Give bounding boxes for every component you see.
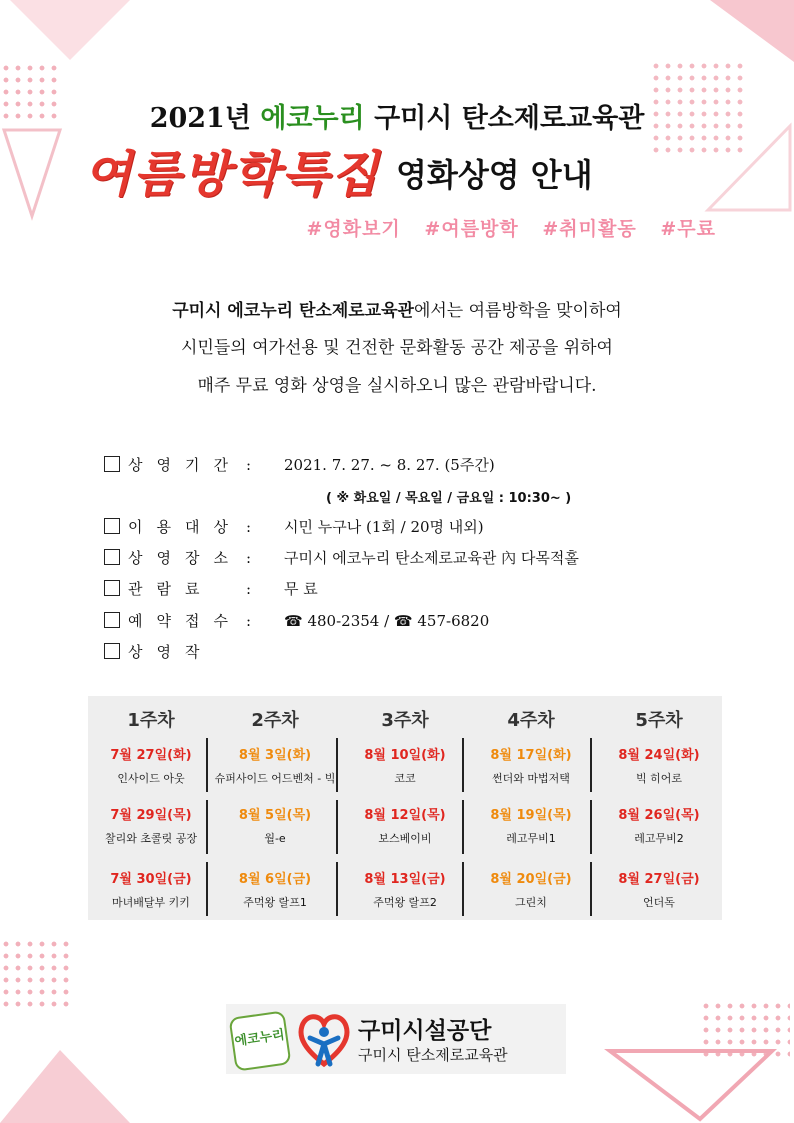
column-divider <box>206 738 208 792</box>
column-divider <box>462 862 464 916</box>
brand-text: 에코누리 <box>260 103 365 134</box>
column-divider <box>462 738 464 792</box>
screening-date: 8월 12일(목) <box>364 808 446 823</box>
week-header: 2주차 <box>251 710 299 731</box>
info-value: 2021. 7. 27. ~ 8. 27. (5주간) <box>284 456 495 474</box>
movie-title: 슈퍼사이드 어드벤처 - 빅 <box>214 772 336 785</box>
info-label: 상영장소 <box>128 549 242 567</box>
main-title-red: 여름방학특집 <box>84 146 381 203</box>
schedule-cell <box>596 736 722 798</box>
hashtags <box>290 214 716 241</box>
screening-date: 8월 24일(화) <box>618 748 700 763</box>
movie-title: 썬더와 마법저택 <box>492 772 570 785</box>
checkbox-icon <box>104 518 120 534</box>
screening-date: 8월 26일(목) <box>618 808 700 823</box>
screening-date: 8월 19일(목) <box>490 808 572 823</box>
movie-title: 주먹왕 랄프2 <box>373 896 437 909</box>
schedule-cell <box>88 736 214 798</box>
schedule-cell <box>212 736 338 798</box>
intro-line-3: 매주 무료 영화 상영을 실시하오니 많은 관람바랍니다. <box>197 376 597 396</box>
screening-days-note: ( ※ 화요일 / 목요일 / 금요일 : 10:30~ ) <box>326 491 572 506</box>
info-row-location <box>104 547 579 571</box>
center-name: 구미시 탄소제로교육관 <box>374 103 645 134</box>
triangle-decoration-top-right <box>690 0 794 70</box>
screening-date: 8월 13일(금) <box>364 872 446 887</box>
schedule-cell <box>468 736 594 798</box>
column-divider <box>336 862 338 916</box>
schedule-cell <box>468 860 594 922</box>
header-title <box>0 96 794 135</box>
movie-title: 레고무비1 <box>506 832 556 845</box>
schedule-cell <box>212 796 338 858</box>
info-label: 상영기간 <box>128 456 242 474</box>
info-label: 관람료 <box>128 580 214 598</box>
week-header: 1주차 <box>127 710 175 731</box>
week-header: 5주차 <box>635 710 683 731</box>
schedule-cell <box>88 860 214 922</box>
hashtag: #여름방학 <box>424 218 519 240</box>
info-value: 구미시 에코누리 탄소제로교육관 內 다목적홀 <box>284 549 579 567</box>
screening-date: 8월 17일(화) <box>490 748 572 763</box>
info-value: 무 료 <box>284 580 318 598</box>
schedule-cell <box>88 796 214 858</box>
footer-logos <box>226 1004 566 1074</box>
column-divider <box>336 738 338 792</box>
movie-title: 언더독 <box>643 896 675 909</box>
screening-date: 7월 30일(금) <box>110 872 192 887</box>
info-row-movies <box>104 641 246 665</box>
screening-date: 8월 20일(금) <box>490 872 572 887</box>
movie-title: 그린치 <box>515 896 547 909</box>
info-row-fee <box>104 578 318 602</box>
info-row-period <box>104 454 495 478</box>
info-label: 이용대상 <box>128 518 242 536</box>
column-divider <box>336 800 338 854</box>
movie-title: 월-e <box>264 832 286 845</box>
intro-bold: 구미시 에코누리 탄소제로교육관 <box>172 301 414 321</box>
hashtag: #무료 <box>660 218 716 240</box>
info-row-reservation <box>104 610 489 634</box>
column-divider <box>590 862 592 916</box>
checkbox-icon <box>104 612 120 628</box>
triangle-outline-right <box>700 120 794 220</box>
org-sub-name: 구미시 탄소제로교육관 <box>358 1046 508 1064</box>
checkbox-icon <box>104 549 120 565</box>
movie-title: 찰리와 초콜릿 공장 <box>104 832 197 845</box>
info-colon: : <box>246 456 252 474</box>
info-colon: : <box>246 549 252 567</box>
main-title-sub: 영화상영 안내 <box>396 156 593 194</box>
column-divider <box>590 800 592 854</box>
screening-date: 8월 6일(금) <box>238 872 312 887</box>
screening-date: 8월 27일(금) <box>618 872 700 887</box>
info-value: ☎ 480-2354 / ☎ 457-6820 <box>284 612 490 630</box>
checkbox-icon <box>104 456 120 472</box>
movie-title: 인사이드 아웃 <box>117 772 185 785</box>
intro-line-1 <box>0 296 794 321</box>
intro-rest: 에서는 여름방학을 맞이하여 <box>413 301 622 321</box>
screening-date: 8월 5일(목) <box>238 808 312 823</box>
schedule-cell <box>468 796 594 858</box>
column-divider <box>206 862 208 916</box>
checkbox-icon <box>104 643 120 659</box>
year-text: 2021년 <box>149 103 251 134</box>
info-row-target <box>104 516 484 540</box>
movie-title: 코코 <box>394 772 416 785</box>
movie-title: 주먹왕 랄프1 <box>243 896 307 909</box>
dot-pattern-bottom-left <box>0 938 72 1010</box>
info-colon: : <box>246 580 252 598</box>
hashtag: #취미활동 <box>542 218 637 240</box>
screening-date: 7월 27일(화) <box>110 748 192 763</box>
org-name: 구미시설공단 <box>358 1018 492 1044</box>
column-divider <box>462 800 464 854</box>
screening-date: 8월 3일(화) <box>238 748 312 763</box>
intro-line-2: 시민들의 여가선용 및 건전한 문화활동 공간 제공을 위하여 <box>181 338 613 358</box>
info-colon: : <box>246 612 252 630</box>
screening-date: 7월 29일(목) <box>110 808 192 823</box>
column-divider <box>206 800 208 854</box>
schedule-cell <box>212 860 338 922</box>
main-title <box>84 136 593 206</box>
hashtag: #영화보기 <box>306 218 401 240</box>
triangle-decoration-top-left <box>0 0 140 70</box>
schedule-table <box>88 696 722 920</box>
eco-nuri-logo: 에코누리 <box>229 1010 292 1071</box>
movie-title: 레고무비2 <box>634 832 684 845</box>
week-header: 3주차 <box>381 710 429 731</box>
triangle-decoration-bottom-left <box>0 1040 130 1123</box>
screening-date: 8월 10일(화) <box>364 748 446 763</box>
checkbox-icon <box>104 580 120 596</box>
info-label: 예약접수 <box>128 612 242 630</box>
schedule-cell <box>342 860 468 922</box>
movie-title: 보스베이비 <box>378 832 432 845</box>
heart-person-logo-icon <box>296 1008 352 1074</box>
schedule-cell <box>342 796 468 858</box>
movie-title: 마녀배달부 키키 <box>112 896 190 909</box>
column-divider <box>590 738 592 792</box>
triangle-outline-bottom-right <box>600 1045 780 1123</box>
info-colon: : <box>246 518 252 536</box>
triangle-outline-left <box>0 126 70 226</box>
week-header: 4주차 <box>507 710 555 731</box>
info-label: 상영작 <box>128 643 214 661</box>
schedule-cell <box>596 860 722 922</box>
schedule-cell <box>596 796 722 858</box>
schedule-cell <box>342 736 468 798</box>
movie-title: 빅 히어로 <box>635 772 682 785</box>
info-value: 시민 누구나 (1회 / 20명 내외) <box>284 518 484 536</box>
